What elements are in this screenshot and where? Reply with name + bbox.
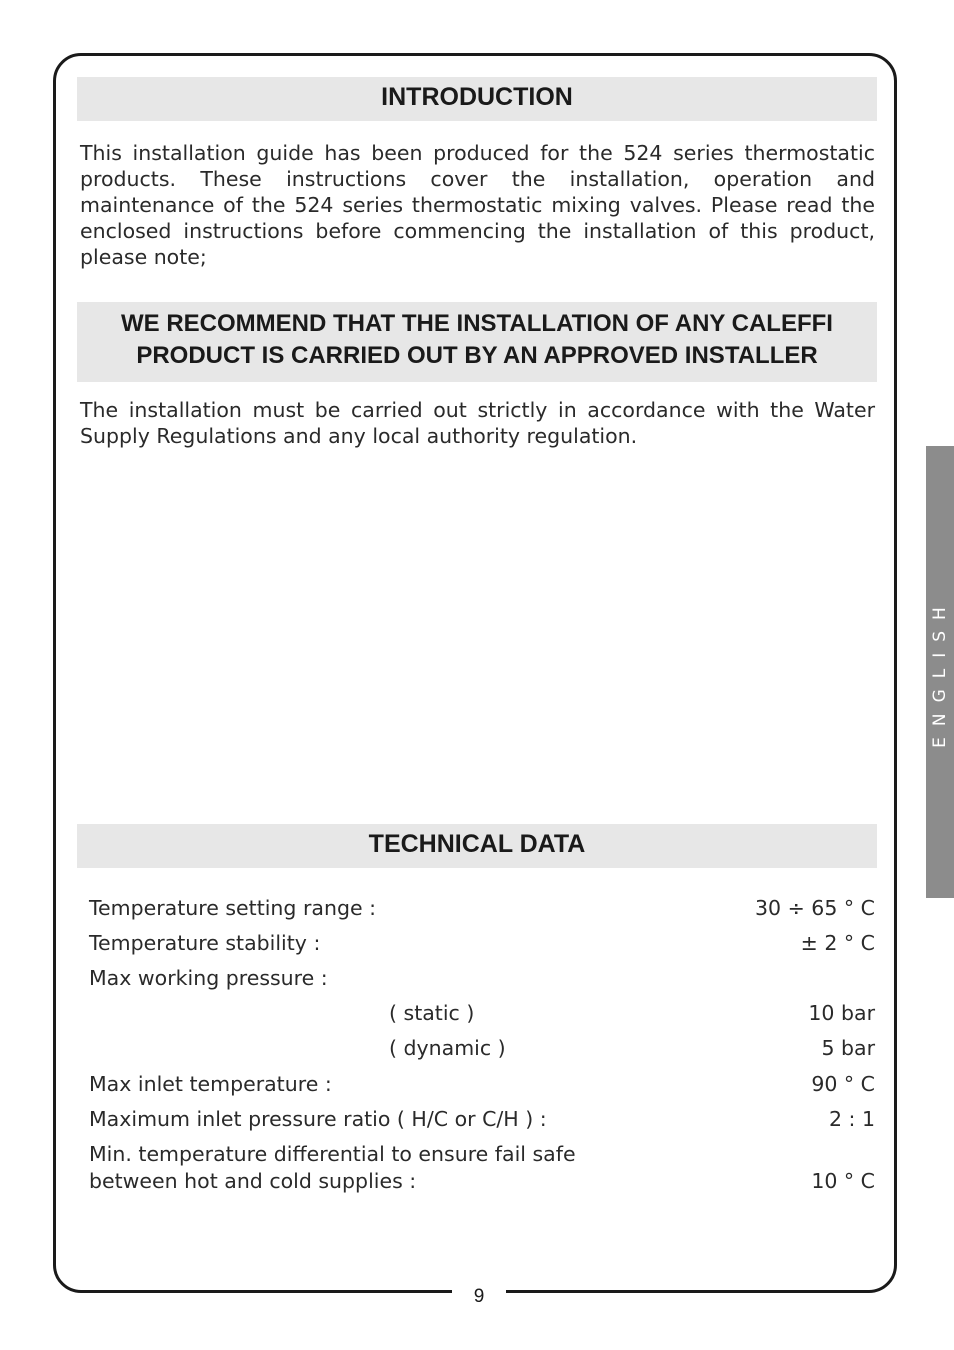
spec-label-line-1: Min. temperature differential to ensure fail safe [89,1142,576,1166]
recommendation-line-1: WE RECOMMEND THAT THE INSTALLATION OF ANY CALEFFI [121,310,833,337]
language-label: ENGLISH [930,596,950,748]
spec-label: Maximum inlet pressure ratio ( H/C or C/H ) : [89,1107,547,1131]
language-side-tab [926,446,954,898]
spec-label: Max working pressure : [89,966,328,990]
spec-row-max-working-pressure [89,963,875,993]
spec-value: 10 ° C [811,1169,875,1193]
recommendation-line-2: PRODUCT IS CARRIED OUT BY AN APPROVED INSTALLER [136,342,818,369]
spec-value: 90 ° C [811,1072,875,1096]
spec-value: 30 ÷ 65 ° C [755,896,875,920]
spec-value: 2 : 1 [828,1107,875,1131]
spec-label-line-2: between hot and cold supplies : [89,1169,417,1193]
spec-row-max-inlet-temperature [89,1069,875,1099]
spec-row-static-pressure [89,998,875,1028]
installation-paragraph: The installation must be carried out strictly in accordance with the Water Supply Regulations and any local authority regulation. [80,398,875,448]
spec-label: Temperature stability : [89,931,321,955]
introduction-paragraph: This installation guide has been produced for the 524 series thermostatic products. These instructions cover the installation, operation and maintenance of the 524 series thermostatic mixing valves. Please read the enclosed instructions before commencing the installation of this product, please note; [80,141,875,269]
spec-row-temperature-stability [89,928,875,958]
page-number: 9 [473,1286,485,1307]
spec-label: Max inlet temperature : [89,1072,332,1096]
spec-label [89,1141,576,1195]
spec-sublabel: ( static ) [389,1001,475,1025]
spec-value: ± 2 ° C [800,931,875,955]
spec-row-dynamic-pressure [89,1033,875,1063]
spec-sublabel: ( dynamic ) [389,1036,506,1060]
spec-value: 5 bar [821,1036,875,1060]
spec-row-temperature-range [89,893,875,923]
spec-row-pressure-ratio [89,1104,875,1134]
spec-value: 10 bar [808,1001,875,1025]
technical-data-heading: TECHNICAL DATA [77,824,877,868]
recommendation-heading [77,302,877,382]
spec-label: Temperature setting range : [89,896,376,920]
introduction-heading: INTRODUCTION [77,77,877,121]
spec-row-temperature-differential [89,1141,875,1197]
